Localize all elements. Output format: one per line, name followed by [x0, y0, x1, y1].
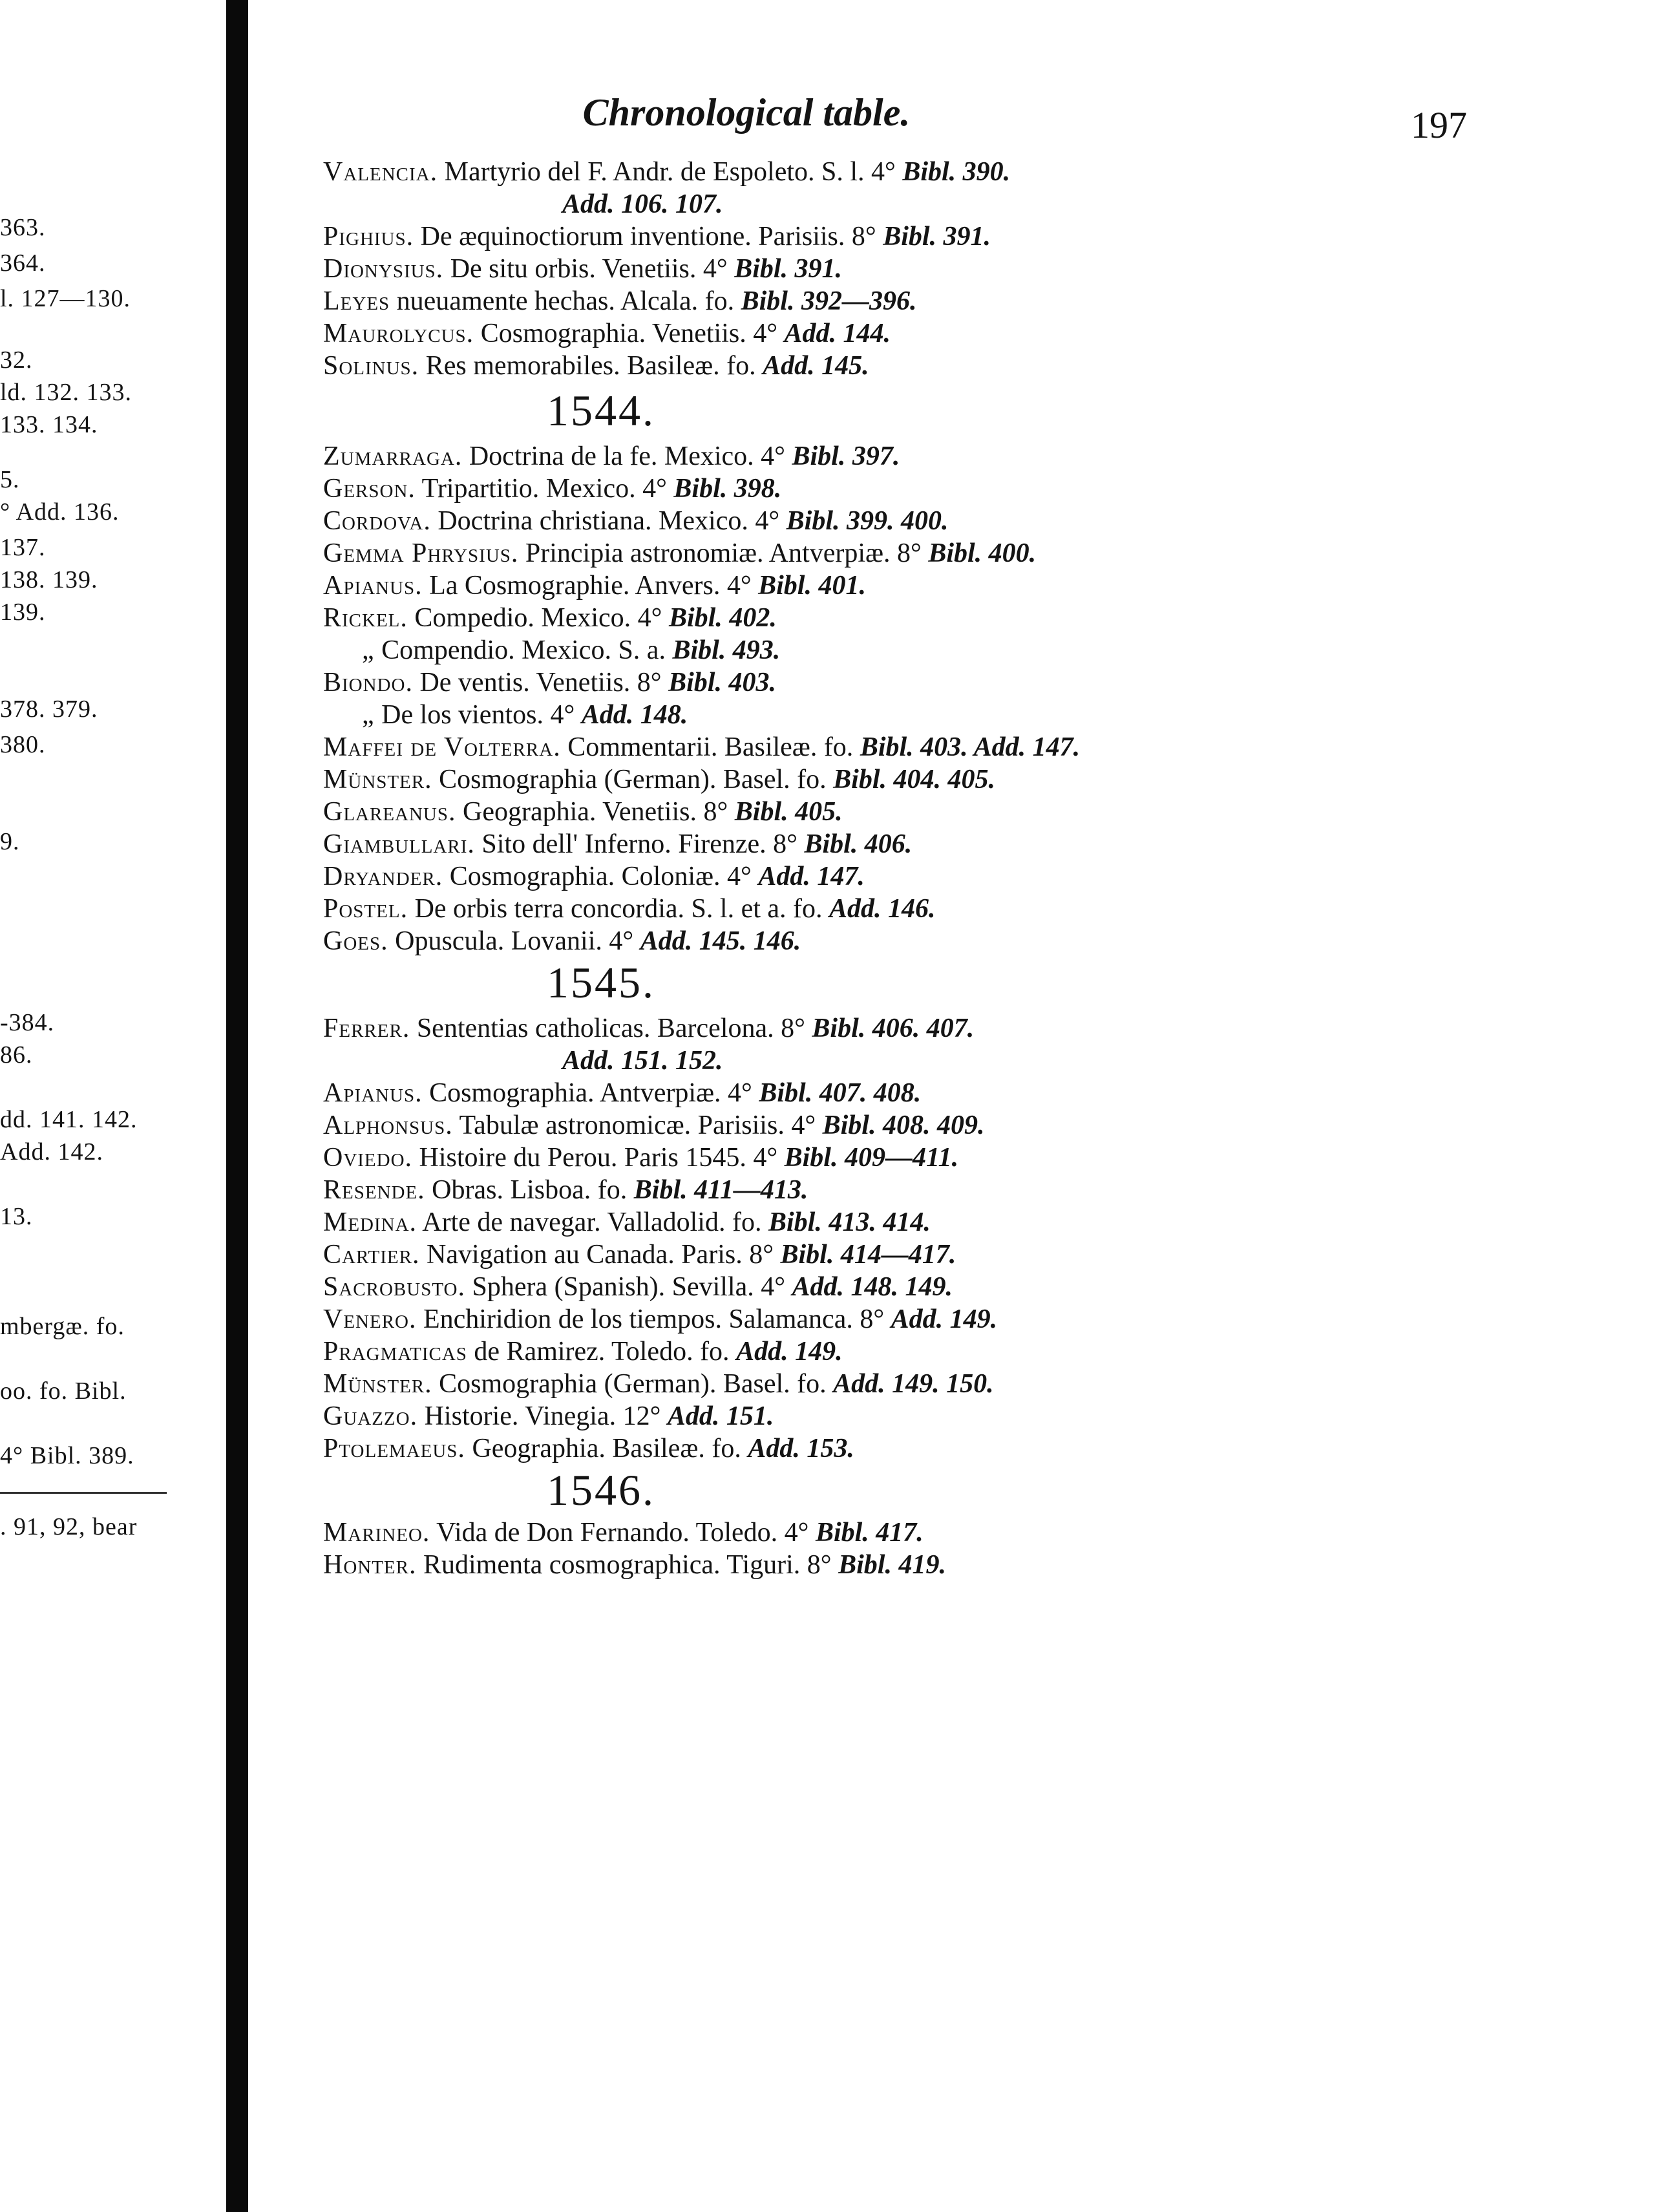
- entry-reference-text: Add. 144.: [784, 319, 891, 348]
- facing-page-fragment: 363.: [0, 214, 46, 241]
- entry-reference-text: Bibl. 406.: [804, 829, 913, 859]
- entry-title: Vida de Don Fernando. Toledo. 4°: [436, 1518, 809, 1547]
- entry-author: Gemma Phrysius.: [323, 538, 519, 568]
- chronological-table-page: [278, 0, 1679, 2212]
- entry-reference: [883, 222, 991, 251]
- entry-reference-text: Add. 148. 149.: [792, 1272, 953, 1302]
- table-entry: [323, 569, 1473, 602]
- entry-reference-text: Bibl. 403.: [668, 668, 776, 697]
- entry-reference: [735, 797, 843, 827]
- entry-reference-text: Bibl. 419.: [838, 1550, 946, 1580]
- entry-author: Zumarraga.: [323, 441, 463, 471]
- entry-reference: [792, 441, 900, 471]
- entry-title: Compedio. Mexico. 4°: [414, 603, 662, 633]
- entry-title: Doctrina christiana. Mexico. 4°: [438, 506, 780, 536]
- entry-reference: [860, 732, 1080, 762]
- entry-author: Honter.: [323, 1550, 417, 1580]
- entry-author: Pragmaticas: [323, 1337, 467, 1367]
- table-entry: [323, 1012, 1473, 1045]
- entry-title: Martyrio del F. Andr. de Espoleto. S. l. 4°: [444, 157, 896, 187]
- table-entry: [323, 1076, 1473, 1110]
- table-entry: [323, 1270, 1473, 1304]
- entry-author: Dionysius.: [323, 254, 444, 284]
- entry-reference-text: Bibl. 399. 400.: [786, 506, 949, 536]
- table-entry: [323, 349, 1473, 383]
- entry-author: Postel.: [323, 894, 408, 924]
- entry-reference: [928, 538, 1036, 568]
- entry-reference-text: Bibl. 493.: [672, 635, 781, 665]
- page-number: 197: [1411, 104, 1467, 146]
- table-entry: [323, 601, 1473, 635]
- entry-title: Tabulæ astronomicæ. Parisiis. 4°: [459, 1111, 816, 1140]
- entry-author: Valencia.: [323, 157, 438, 187]
- entry-reference-text: Bibl. 406. 407.: [812, 1014, 975, 1043]
- entry-reference-text: Add. 145.: [763, 351, 869, 381]
- entry-title: De orbis terra concordia. S. l. et a. fo.: [414, 894, 823, 924]
- table-entry: [323, 1206, 1473, 1239]
- entry-author: Ferrer.: [323, 1014, 410, 1043]
- entry-author: „: [362, 635, 375, 665]
- table-entry: [323, 472, 1473, 505]
- entry-reference-text: Add. 151. 152.: [562, 1046, 723, 1076]
- entry-reference-text: Add. 149.: [736, 1337, 843, 1367]
- table-entry: [323, 284, 1473, 318]
- table-entry: [562, 187, 1679, 221]
- year-heading: 1546.: [547, 1465, 655, 1515]
- entry-author: Pighius.: [323, 222, 414, 251]
- facing-page-fragment: Add. 142.: [0, 1138, 103, 1165]
- table-entry: [323, 537, 1473, 570]
- table-entry: [323, 730, 1473, 764]
- table-entry: [323, 892, 1473, 926]
- entry-reference: [768, 1207, 931, 1237]
- table-entry: [323, 504, 1473, 538]
- entry-reference-text: Add. 153.: [748, 1434, 854, 1463]
- entry-reference: [668, 668, 776, 697]
- entry-reference-text: Bibl. 401.: [758, 571, 866, 601]
- entry-title: Geographia. Basileæ. fo.: [472, 1434, 741, 1463]
- entry-reference: [785, 319, 891, 348]
- entry-reference-text: Bibl. 411—413.: [633, 1175, 808, 1205]
- table-entry: [323, 1367, 1473, 1401]
- entry-title: Compendio. Mexico. S. a.: [381, 635, 666, 665]
- facing-page-fragment: 378. 379.: [0, 696, 98, 723]
- entry-reference-text: Bibl. 404. 405.: [833, 765, 996, 794]
- entry-title: La Cosmographie. Anvers. 4°: [429, 571, 752, 601]
- entry-title: Principia astronomiæ. Antverpiæ. 8°: [525, 538, 922, 568]
- entry-author: Apianus.: [323, 571, 423, 601]
- entry-reference: [792, 1272, 953, 1302]
- entry-reference: [582, 700, 688, 730]
- entry-reference-text: Bibl. 407. 408.: [759, 1078, 922, 1108]
- table-entry: [362, 633, 1512, 667]
- entry-title: De situ orbis. Venetiis. 4°: [450, 254, 728, 284]
- facing-page-fragment: 86.: [0, 1041, 33, 1069]
- entry-title: De los vientos. 4°: [381, 700, 575, 730]
- table-entry: [323, 1173, 1473, 1207]
- facing-page-fragment: mbergæ. fo.: [0, 1313, 125, 1340]
- table-entry: [323, 252, 1473, 286]
- entry-title: De ventis. Venetiis. 8°: [419, 668, 662, 697]
- entry-title: Res memorabiles. Basileæ. fo.: [425, 351, 756, 381]
- entry-reference: [829, 894, 936, 924]
- entry-author: Biondo.: [323, 668, 413, 697]
- entry-title: Geographia. Venetiis. 8°: [463, 797, 728, 827]
- entry-reference-text: Bibl. 409—411.: [784, 1143, 959, 1173]
- facing-page-fragment: dd. 141. 142.: [0, 1106, 138, 1133]
- year-heading: 1544.: [547, 386, 655, 435]
- table-entry: [323, 924, 1473, 958]
- entry-author: Giambullari.: [323, 829, 475, 859]
- entry-reference: [781, 1240, 956, 1270]
- entry-reference: [640, 926, 801, 956]
- entry-author: Münster.: [323, 765, 432, 794]
- table-entry: [323, 1109, 1473, 1142]
- table-entry: [323, 1516, 1473, 1549]
- table-entry: [323, 763, 1473, 796]
- entry-title: Sito dell' Inferno. Firenze. 8°: [481, 829, 797, 859]
- entry-reference-text: Bibl. 403. Add. 147.: [860, 732, 1081, 762]
- entry-reference-text: Add. 146.: [829, 894, 936, 924]
- entry-reference-text: Bibl. 414—417.: [780, 1240, 956, 1270]
- entry-author: Münster.: [323, 1369, 432, 1399]
- entry-title: Cosmographia (German). Basel. fo.: [439, 1369, 827, 1399]
- entry-title: Enchiridion de los tiempos. Salamanca. 8°: [423, 1304, 885, 1334]
- entry-author: Solinus.: [323, 351, 419, 381]
- entry-reference-text: Add. 147.: [758, 862, 865, 891]
- table-entry: [323, 827, 1473, 861]
- entry-reference: [736, 1337, 843, 1367]
- table-entry: [323, 440, 1473, 473]
- entry-title: Rudimenta cosmographica. Tiguri. 8°: [423, 1550, 832, 1580]
- entry-title: Doctrina de la fe. Mexico. 4°: [469, 441, 785, 471]
- entry-title: nueuamente hechas. Alcala. fo.: [396, 286, 735, 316]
- entry-author: Guazzo.: [323, 1401, 418, 1431]
- entry-reference: [748, 1434, 854, 1463]
- facing-page-fragment: ld. 132. 133.: [0, 379, 132, 406]
- entry-author: Apianus.: [323, 1078, 423, 1108]
- entry-author: Dryander.: [323, 862, 443, 891]
- facing-page-fragment: 4° Bibl. 389.: [0, 1442, 134, 1469]
- entry-reference-text: Add. 145. 146.: [640, 926, 801, 956]
- entry-title: Historie. Vinegia. 12°: [424, 1401, 661, 1431]
- entry-author: Medina.: [323, 1207, 417, 1237]
- table-entry: [323, 795, 1473, 829]
- entry-title: Cosmographia. Venetiis. 4°: [480, 319, 778, 348]
- entry-author: Maffei de Volterra.: [323, 732, 561, 762]
- entry-reference: [634, 1175, 808, 1205]
- entry-reference-text: Add. 106. 107.: [562, 189, 723, 219]
- entry-reference-text: Bibl. 400.: [928, 538, 1037, 568]
- entry-author: Oviedo.: [323, 1143, 413, 1173]
- table-entry: [323, 220, 1473, 253]
- facing-page-fragment: . 91, 92, bear: [0, 1513, 138, 1540]
- facing-page-fragment: 137.: [0, 534, 46, 561]
- entry-title: Navigation au Canada. Paris. 8°: [427, 1240, 774, 1270]
- book-gutter: [226, 0, 248, 2212]
- entry-author: Maurolycus.: [323, 319, 474, 348]
- entry-reference: [823, 1111, 985, 1140]
- entry-reference: [759, 1078, 921, 1108]
- entry-title: Sphera (Spanish). Sevilla. 4°: [472, 1272, 786, 1302]
- facing-page-fragment: 138. 139.: [0, 566, 98, 593]
- entry-reference-text: Bibl. 413. 414.: [768, 1207, 931, 1237]
- facing-page-fragment: 133. 134.: [0, 411, 98, 438]
- entry-title: Cosmographia. Antverpiæ. 4°: [429, 1078, 752, 1108]
- entry-reference: [812, 1014, 974, 1043]
- table-entry: [323, 155, 1473, 189]
- entry-reference: [673, 474, 781, 504]
- facing-page-fragment: oo. fo. Bibl.: [0, 1377, 127, 1405]
- facing-page-fragment: 139.: [0, 599, 46, 626]
- entry-author: Sacrobusto.: [323, 1272, 465, 1302]
- entry-reference: [838, 1550, 946, 1580]
- table-entry: [323, 1141, 1473, 1175]
- entry-reference: [763, 351, 869, 381]
- entry-title: Opuscula. Lovanii. 4°: [395, 926, 634, 956]
- entry-reference: [758, 571, 866, 601]
- facing-page-margin: [0, 0, 226, 2212]
- entry-reference-text: Bibl. 391.: [734, 254, 843, 284]
- entry-reference: [785, 1143, 959, 1173]
- entry-reference: [669, 603, 777, 633]
- entry-author: Goes.: [323, 926, 388, 956]
- entry-title: Cosmographia (German). Basel. fo.: [439, 765, 827, 794]
- table-entry: [362, 698, 1512, 732]
- entry-reference: [902, 157, 1010, 187]
- entry-author: Cartier.: [323, 1240, 420, 1270]
- entry-title: Histoire du Perou. Paris 1545. 4°: [419, 1143, 778, 1173]
- entry-reference: [734, 254, 842, 284]
- entry-reference-text: Bibl. 390.: [902, 157, 1011, 187]
- facing-page-fragment: l. 127—130.: [0, 285, 131, 312]
- entry-reference-text: Add. 151.: [667, 1401, 774, 1431]
- entry-author: Rickel.: [323, 603, 408, 633]
- entry-reference: [804, 829, 912, 859]
- facing-page-fragment: 13.: [0, 1203, 33, 1230]
- entry-reference-text: Bibl. 398.: [673, 474, 782, 504]
- entry-author: Venero.: [323, 1304, 417, 1334]
- table-entry: [323, 317, 1473, 350]
- facing-page-fragment: 364.: [0, 250, 46, 277]
- entry-reference-text: Bibl. 397.: [792, 441, 900, 471]
- running-head: Chronological table.: [582, 91, 911, 134]
- table-entry: [323, 1335, 1473, 1368]
- entry-title: Tripartitio. Mexico. 4°: [421, 474, 667, 504]
- entry-reference: [672, 635, 780, 665]
- entry-author: Gerson.: [323, 474, 416, 504]
- table-entry: [323, 1548, 1473, 1582]
- entry-reference-text: Bibl. 417.: [815, 1518, 924, 1547]
- entry-reference-text: Bibl. 392—396.: [741, 286, 917, 316]
- entry-reference-text: Add. 148.: [581, 700, 688, 730]
- entry-title: de Ramirez. Toledo. fo.: [474, 1337, 730, 1367]
- entry-reference-text: Bibl. 402.: [668, 603, 777, 633]
- entry-reference-text: Bibl. 405.: [734, 797, 843, 827]
- table-entry: [323, 860, 1473, 893]
- table-entry: [323, 666, 1473, 699]
- entry-title: Sententias catholicas. Barcelona. 8°: [416, 1014, 805, 1043]
- table-entry: [323, 1303, 1473, 1336]
- facing-page-fragment: -384.: [0, 1009, 55, 1036]
- entry-author: Cordova.: [323, 506, 431, 536]
- entry-author: Marineo.: [323, 1518, 430, 1547]
- entry-author: „: [362, 700, 375, 730]
- entry-reference: [758, 862, 865, 891]
- facing-page-fragment: 5.: [0, 466, 20, 493]
- year-heading: 1545.: [547, 958, 655, 1007]
- facing-page-fragment: 9.: [0, 828, 20, 855]
- entry-title: Commentarii. Basileæ. fo.: [567, 732, 854, 762]
- entry-title: Cosmographia. Coloniæ. 4°: [449, 862, 752, 891]
- facing-page-fragment: 32.: [0, 346, 33, 374]
- entry-title: Obras. Lisboa. fo.: [432, 1175, 628, 1205]
- entry-reference: [787, 506, 949, 536]
- entry-reference-text: Bibl. 391.: [883, 222, 991, 251]
- entry-reference-text: Add. 149.: [891, 1304, 998, 1334]
- table-entry: [562, 1044, 1679, 1078]
- entry-reference: [562, 189, 723, 219]
- entry-reference: [833, 1369, 994, 1399]
- entry-author: Resende.: [323, 1175, 425, 1205]
- entry-author: Glareanus.: [323, 797, 456, 827]
- footnote-rule: [0, 1492, 167, 1494]
- table-entry: [323, 1238, 1473, 1271]
- facing-page-fragment: ° Add. 136.: [0, 498, 120, 526]
- entry-reference-text: Bibl. 408. 409.: [822, 1111, 985, 1140]
- entry-author: Leyes: [323, 286, 390, 316]
- table-entry: [323, 1399, 1473, 1433]
- entry-reference: [833, 765, 995, 794]
- table-entry: [323, 1432, 1473, 1465]
- entry-title: Arte de navegar. Valladolid. fo.: [422, 1207, 762, 1237]
- entry-title: De æquinoctiorum inventione. Parisiis. 8°: [420, 222, 876, 251]
- entry-reference: [562, 1046, 723, 1076]
- entry-reference-text: Add. 149. 150.: [833, 1369, 994, 1399]
- entry-author: Ptolemaeus.: [323, 1434, 465, 1463]
- facing-page-fragment: 380.: [0, 731, 46, 758]
- entry-reference: [816, 1518, 924, 1547]
- entry-author: Alphonsus.: [323, 1111, 453, 1140]
- entry-reference: [668, 1401, 774, 1431]
- entry-reference: [891, 1304, 998, 1334]
- entry-reference: [741, 286, 917, 316]
